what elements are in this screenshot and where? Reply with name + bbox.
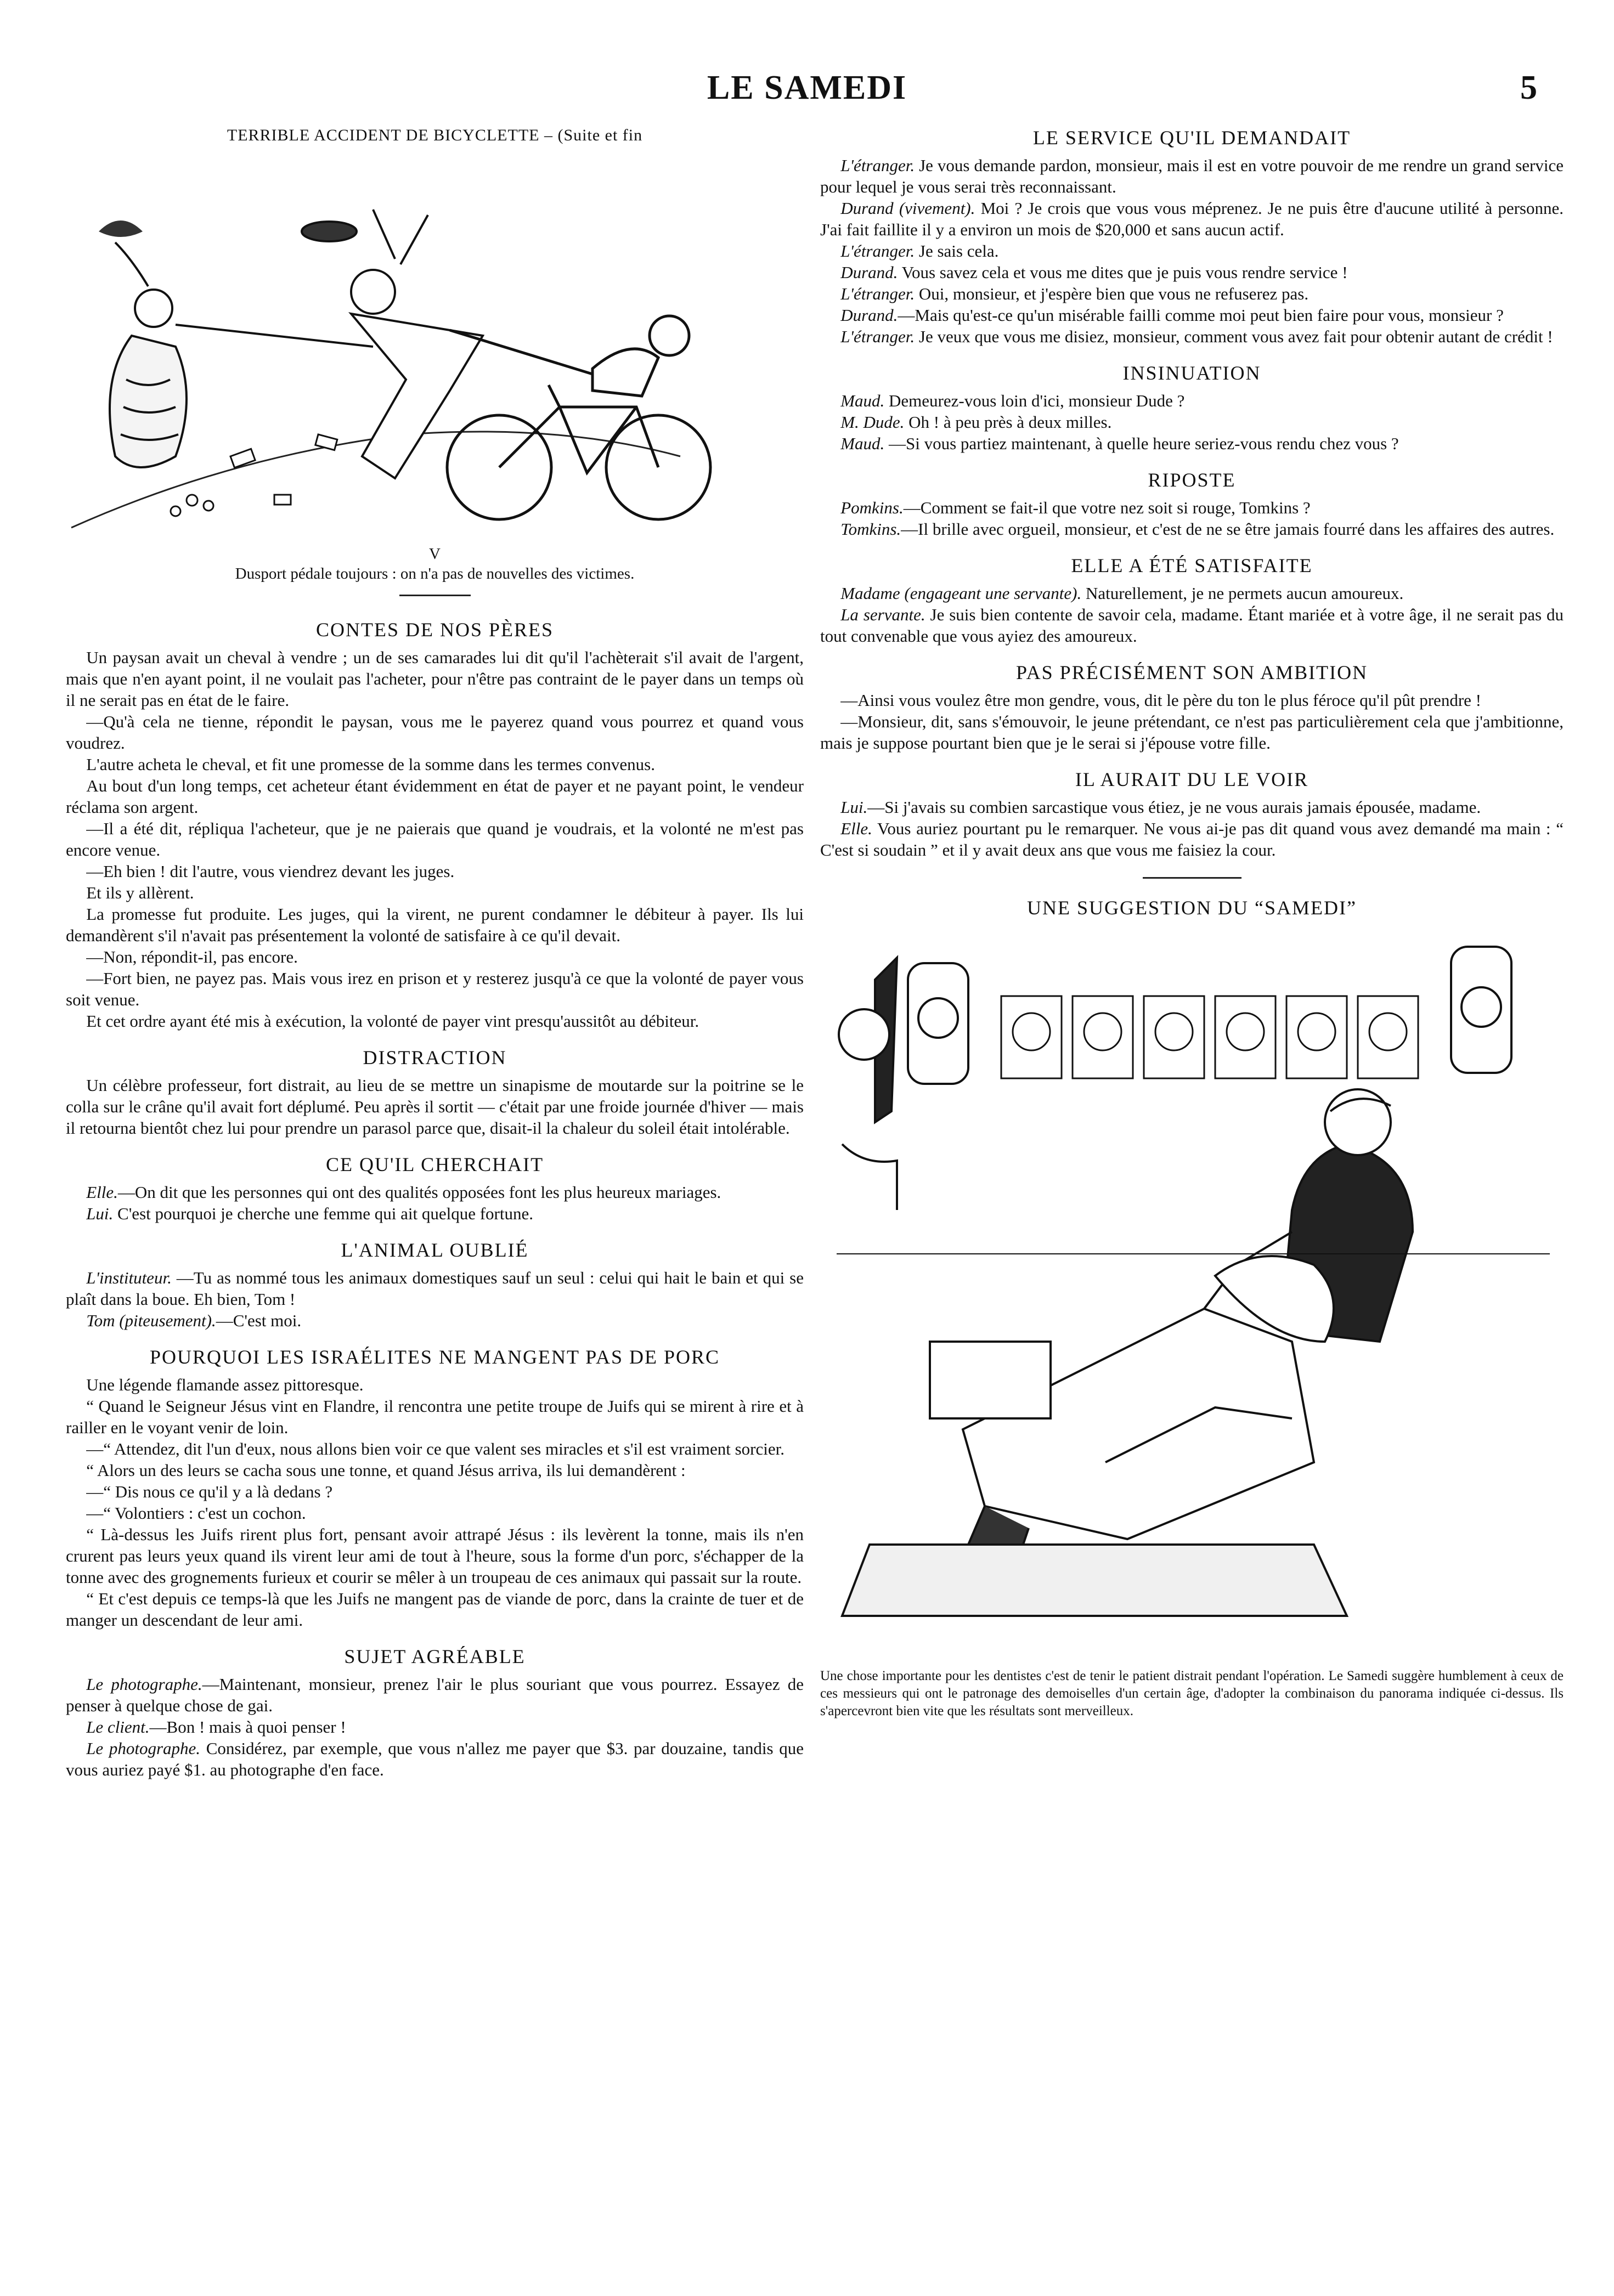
paragraph: —“ Attendez, dit l'un d'eux, nous allons bien voir ce que valent ses miracles et s'il est vraiment sorcier. [86,1439,785,1458]
dialogue-line [820,390,1564,411]
dialogue-line [820,583,1564,604]
page-header [66,69,1548,118]
speaker: Durand. [840,306,898,325]
paragraph: Et ils y allèrent. [86,883,194,902]
masthead-title: LE SAMEDI [707,69,907,106]
paragraph: Au bout d'un long temps, cet acheteur étant évidemment en état de payer et ne payant point, le vendeur réclama son argent. [66,776,804,817]
paragraph: “ Alors un des leurs se cacha sous une tonne, et quand Jésus arriva, ils lui demandèrent : [86,1461,686,1480]
speaker: L'instituteur. [86,1268,172,1287]
suggestion-caption: Une chose importante pour les dentistes c'est de tenir le patient distrait pendant l'opération. Le Samedi suggère humblement à ceux de ces messieurs qui ont le patronage des demoiselles d'un certain âge, d'adopter la combinaison du panorama indiquée ci-dessus. Ils s'apercevront bien vite que les résultats sont merveilleux. [820,1669,1564,1718]
dialogue-line [66,1203,804,1224]
bicycle-caption-top: TERRIBLE ACCIDENT DE BICYCLETTE – (Suite et fin [227,126,643,144]
dialogue-line [66,1673,804,1716]
speaker: Le client. [86,1717,150,1737]
line-text: —Maintenant, monsieur, prenez l'air le plus souriant que vous pourrez. Essayez de penser à quelque chose de gai. [66,1675,804,1715]
animal-title: L'ANIMAL OUBLIÉ [341,1239,529,1261]
paragraph: —Qu'à cela ne tienne, répondit le paysan, vous me le payerez quand vous pourrez et quand vous voudrez. [66,712,804,753]
dialogue-line [66,1738,804,1780]
speaker: La servante. [840,605,925,624]
speaker: Madame (engageant une servante). [840,584,1082,603]
speaker: Pomkins. [840,498,904,517]
speaker: Elle. [840,819,872,838]
speaker: L'étranger. [840,284,915,303]
speaker: Lui. [86,1204,114,1223]
speaker: Maud. [840,391,885,410]
line-text: Vous auriez pourtant pu le remarquer. Ne vous ai-je pas dit quand vous avez demandé ma main : “ C'est si soudain ” et il y avait deux ans que vous me faisiez la cour. [820,819,1564,859]
speaker: Elle. [86,1183,118,1202]
paragraph: La promesse fut produite. Les juges, qui la virent, ne purent condamner le débiteur à payer. Ils lui demandèrent s'il n'avait pas présentement la volonté de satisfaire à ce qu'il devait. [66,904,804,945]
insinuation-title: INSINUATION [1122,362,1261,384]
speaker: Lui. [840,798,868,817]
paragraph: Une légende flamande assez pittoresque. [86,1375,364,1394]
left-column [66,126,804,2236]
paragraph: —“ Volontiers : c'est un cochon. [86,1503,306,1523]
paragraph: —Monsieur, dit, sans s'émouvoir, le jeune prétendant, ce n'est pas particulièrement cela que j'ambitionne, mais je suppose pourtant bien que je le serai si j'épouse votre fille. [820,712,1564,753]
dialogue-line [66,1716,804,1738]
line-text: —On dit que les personnes qui ont des qualités opposées font les plus heureux mariages. [117,1183,721,1202]
satisfaite-title: ELLE A ÉTÉ SATISFAITE [1071,555,1313,576]
line-text: Je veux que vous me disiez, monsieur, comment vous avez fait pour obtenir autant de crédit ! [915,327,1553,346]
cherchait-title: CE QU'IL CHERCHAIT [325,1153,544,1175]
dialogue-line [820,518,1564,540]
hat-icon [99,220,143,237]
line-text: —C'est moi. [216,1311,302,1330]
paragraph: “ Quand le Seigneur Jésus vint en Flandre, il rencontra une petite troupe de Juifs qui se mirent à rire et à railler en le voyant venir de loin. [66,1396,804,1437]
line-text: Oui, monsieur, et j'espère bien que vous ne refuserez pas. [915,284,1309,303]
bicycle-accident-illustration [66,149,804,544]
speaker: Tom (piteusement). [86,1311,216,1330]
dialogue-line [820,197,1564,240]
line-text: —Il brille avec orgueil, monsieur, et c'est de ne se être jamais fourré dans les affaires des autres. [901,519,1555,539]
contes-body [66,647,804,1032]
distraction-text: Un célèbre professeur, fort distrait, au lieu de se mettre un sinapisme de moutarde sur la poitrine se le colla sur le crâne qu'il avait fort déplumé. Peu après il sortit — c'était par une froide journée d'hiver — mais il retourna bientôt chez lui pour prendre un parasol parce que, disait-il la chaleur du soleil était intolérable. [66,1076,804,1138]
paragraph: —Non, répondit-il, pas encore. [86,947,298,966]
right-column [820,126,1564,2236]
dialogue-line [66,1267,804,1310]
distraction-title: DISTRACTION [363,1047,507,1068]
line-text: Demeurez-vous loin d'ici, monsieur Dude ? [884,391,1185,410]
dialogue-line [820,283,1564,304]
paragraph: —Eh bien ! dit l'autre, vous viendrez devant les juges. [86,862,455,881]
divider [1143,877,1241,879]
line-text: Oh ! à peu près à deux milles. [904,412,1112,432]
line-text: —Si j'avais su combien sarcastique vous étiez, je ne vous aurais jamais épousée, madame. [867,798,1481,817]
paragraph: —Fort bien, ne payez pas. Mais vous irez en prison et y resterez jusqu'à ce que la volonté de payer vous soit venue. [66,969,804,1009]
speaker: Le photographe. [86,1675,202,1694]
line-text: Considérez, par exemple, que vous n'allez me payer que $3. par douzaine, tandis que vous auriez payé $1. au photographe d'en face. [66,1739,804,1779]
ambition-title: PAS PRÉCISÉMENT SON AMBITION [1015,661,1368,683]
service-title: LE SERVICE QU'IL DEMANDAIT [1032,127,1351,149]
dialogue-line [820,433,1564,454]
speaker: Durand. [840,263,898,282]
line-text: —Mais qu'est-ce qu'un misérable failli comme moi peut bien faire pour vous, monsieur ? [898,306,1504,325]
bicycle-caption-bottom: Dusport pédale toujours : on n'a pas de nouvelles des victimes. [235,565,635,583]
line-text: —Bon ! mais à quoi penser ! [149,1717,346,1737]
dentist-illustration [820,925,1564,1660]
line-text: —Si vous partiez maintenant, à quelle heure seriez-vous rendu chez vous ? [884,434,1399,453]
agreable-title: SUJET AGRÉABLE [344,1645,526,1667]
dialogue-line [66,1181,804,1203]
line-text: Vous savez cela et vous me dites que je puis vous rendre service ! [898,263,1348,282]
speaker: M. Dude. [840,412,905,432]
divider [399,595,471,596]
dialogue-line [820,796,1564,818]
paragraph: —“ Dis nous ce qu'il y a là dedans ? [86,1482,333,1501]
line-text: Naturellement, je ne permets aucun amoureux. [1081,584,1404,603]
paragraph: “ Là-dessus les Juifs rirent plus fort, pensant avoir attrapé Jésus : ils levèrent la tonne, mais ils n'en crurent pas leurs yeux quand ils virent leur ami de tout à l'heure, sous la forme d'un porc, s'échapper de la tonne avec des grognements furieux et courir se mêler à un troupeau de ces animaux qui passait sur la route. [66,1525,804,1587]
line-text: Je vous demande pardon, monsieur, mais il est en votre pouvoir de me rendre un grand service pour lequel je vous serai très reconnaissant. [820,156,1564,196]
paragraph: Et cet ordre ayant été mis à exécution, la volonté de payer vint presqu'aussitôt au débiteur. [86,1011,699,1031]
dialogue-line [820,818,1564,861]
contes-title: CONTES DE NOS PÈRES [315,619,554,641]
speaker: Durand (vivement). [840,199,975,218]
dialogue-line [820,304,1564,326]
speaker: L'étranger. [840,156,915,175]
voir-title: IL AURAIT DU LE VOIR [1075,768,1309,790]
paragraph: L'autre acheta le cheval, et fit une promesse de la somme dans les termes convenus. [86,755,655,774]
line-text: Je sais cela. [915,241,999,261]
dialogue-line [820,240,1564,262]
dialogue-line [820,497,1564,518]
dialogue-line [820,326,1564,347]
line-text: Moi ? Je crois que vous vous méprenez. Je ne puis être d'aucune utilité à personne. J'ai fait faillite il y a environ un mois de $20,000 et sans aucun actif. [820,199,1564,239]
speaker: Tomkins. [840,519,901,539]
paragraph: Un paysan avait un cheval à vendre ; un de ses camarades lui dit qu'il l'achèterait s'il avait de l'argent, mais que n'en ayant point, il ne voulait pas l'acheter, pour n'être pas contraint de le payer dans un temps où il ne serait pas en état de le faire. [66,648,804,710]
israelites-title: POURQUOI LES ISRAÉLITES NE MANGENT PAS DE PORC [149,1346,720,1368]
page-number: 5 [1520,69,1537,106]
paragraph: “ Et c'est depuis ce temps-là que les Juifs ne mangent pas de viande de porc, dans la crainte de tuer et de manger un descendant de leur ami. [66,1589,804,1630]
line-text: —Tu as nommé tous les animaux domestiques sauf un seul : celui qui hait le bain et qui se plaît dans la boue. Eh bien, Tom ! [66,1268,804,1309]
dialogue-line [820,155,1564,197]
dialogue-line [66,1310,804,1331]
line-text: —Comment se fait-il que votre nez soit si rouge, Tomkins ? [903,498,1311,517]
speaker: Maud. [840,434,885,453]
line-text: C'est pourquoi je cherche une femme qui ait quelque fortune. [113,1204,533,1223]
paragraph: —Ainsi vous voulez être mon gendre, vous, dit le père du ton le plus féroce qu'il pût prendre ! [840,691,1481,710]
dialogue-line [820,262,1564,283]
bicycle-roman-numeral: V [429,545,441,563]
suggestion-title: UNE SUGGESTION DU “SAMEDI” [1027,897,1357,919]
dialogue-line [820,604,1564,647]
speaker: Le photographe. [86,1739,201,1758]
dialogue-line [820,411,1564,433]
speaker: L'étranger. [840,327,915,346]
paragraph: —Il a été dit, répliqua l'acheteur, que je ne paierais que quand je voudrais, et la volonté ne m'est pas encore venue. [66,819,804,859]
speaker: L'étranger. [840,241,915,261]
line-text: Je suis bien contente de savoir cela, madame. Étant mariée et à votre âge, il ne serait pas du tout convenable que vous ayiez des amoureux. [820,605,1564,646]
riposte-title: RIPOSTE [1148,469,1236,491]
